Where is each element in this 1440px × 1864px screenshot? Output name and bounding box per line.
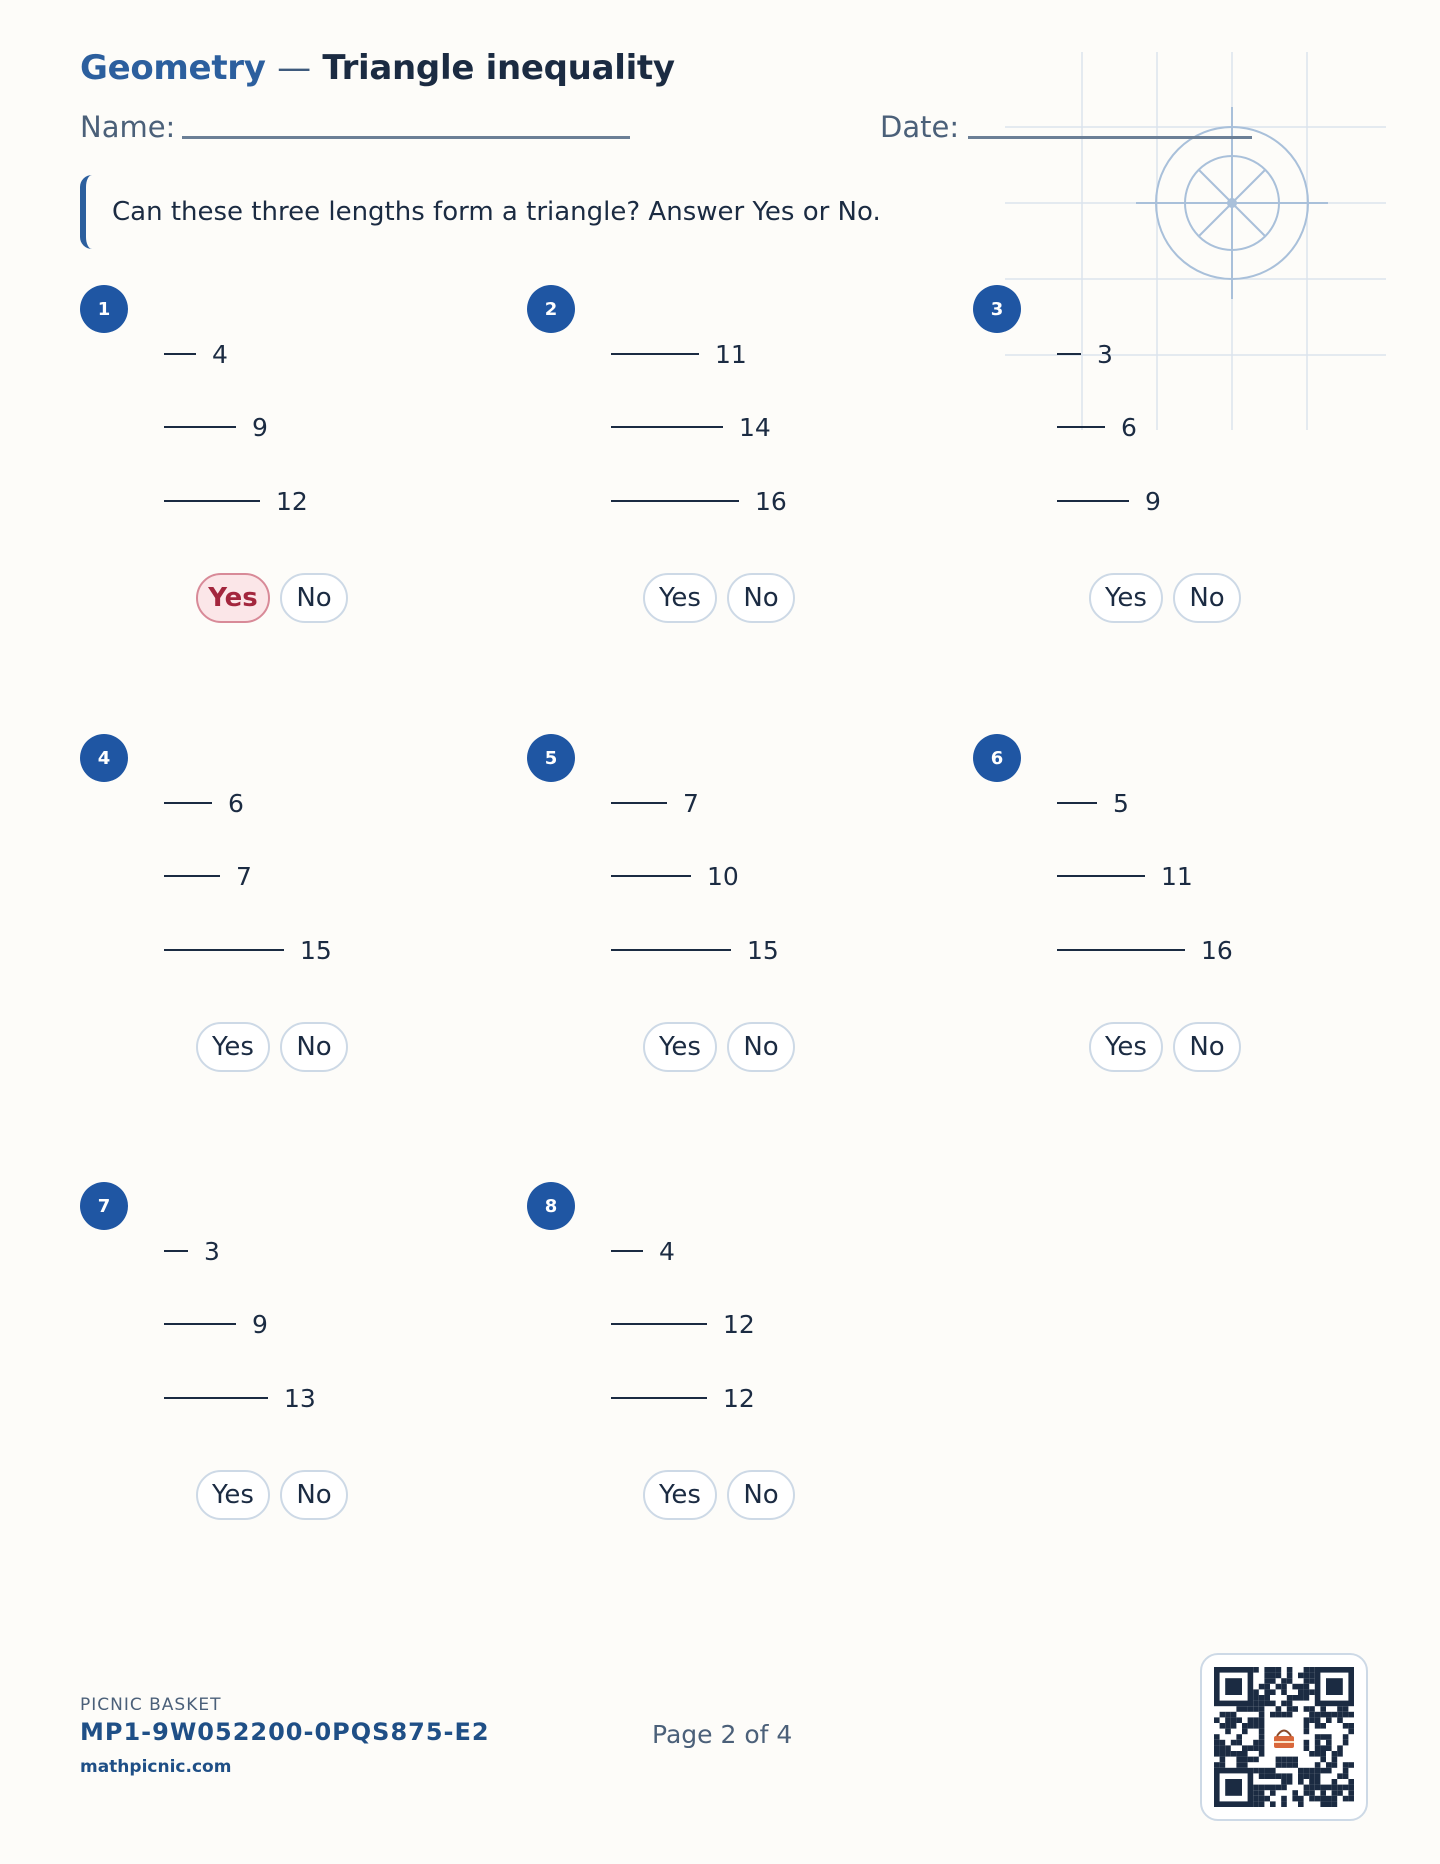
segment-length-label: 12 — [723, 1309, 755, 1339]
segment-line — [611, 353, 699, 355]
segment-line — [164, 802, 212, 804]
segment-line — [611, 1397, 707, 1399]
length-segment — [164, 859, 252, 893]
segment-length-label: 4 — [212, 339, 228, 369]
length-segment — [611, 933, 779, 967]
instruction-callout — [80, 175, 940, 249]
segment-line — [611, 500, 739, 502]
length-segment — [611, 786, 699, 820]
answer-no-button[interactable]: No — [280, 573, 348, 623]
segment-length-label: 9 — [252, 1309, 268, 1339]
segment-length-label: 13 — [284, 1383, 316, 1413]
problem-card — [527, 1182, 927, 1542]
length-segment — [164, 1381, 316, 1415]
segment-length-label: 15 — [747, 935, 779, 965]
date-label: Date: — [880, 110, 960, 144]
segment-line — [1057, 949, 1185, 951]
answer-yes-button[interactable]: Yes — [196, 573, 270, 623]
worksheet-code: MP1-9W052200-0PQS875-E2 — [80, 1718, 490, 1746]
problem-card — [973, 285, 1373, 645]
problem-card — [80, 285, 480, 645]
segment-length-label: 15 — [300, 935, 332, 965]
length-segment — [164, 410, 268, 444]
segment-line — [611, 426, 723, 428]
answer-no-button[interactable]: No — [1173, 1022, 1241, 1072]
length-segment — [611, 1234, 675, 1268]
length-segment — [164, 1307, 268, 1341]
length-segment — [611, 1381, 755, 1415]
problem-card — [527, 734, 927, 1094]
segment-length-label: 3 — [1097, 339, 1113, 369]
date-field[interactable] — [968, 136, 1252, 139]
segment-line — [1057, 802, 1097, 804]
problem-number-badge: 6 — [973, 734, 1021, 782]
segment-line — [164, 353, 196, 355]
segment-line — [611, 875, 691, 877]
subject-label: Geometry — [80, 48, 266, 88]
segment-line — [164, 949, 284, 951]
problem-number-badge: 8 — [527, 1182, 575, 1230]
length-segment — [164, 484, 308, 518]
length-segment — [164, 1234, 220, 1268]
segment-line — [1057, 426, 1105, 428]
length-segment — [611, 859, 739, 893]
answer-yes-button[interactable]: Yes — [1089, 573, 1163, 623]
title-separator: — — [277, 48, 311, 88]
qr-code-icon — [1214, 1667, 1354, 1807]
answer-yes-button[interactable]: Yes — [196, 1470, 270, 1520]
problem-number-badge: 1 — [80, 285, 128, 333]
answer-yes-button[interactable]: Yes — [1089, 1022, 1163, 1072]
basket-icon — [1274, 1731, 1294, 1749]
answer-no-button[interactable]: No — [1173, 573, 1241, 623]
length-segment — [611, 484, 787, 518]
segment-line — [164, 500, 260, 502]
answer-yes-button[interactable]: Yes — [643, 1470, 717, 1520]
segment-length-label: 11 — [1161, 861, 1193, 891]
segment-length-label: 9 — [1145, 486, 1161, 516]
segment-line — [611, 1250, 643, 1252]
answer-no-button[interactable]: No — [280, 1022, 348, 1072]
segment-line — [164, 1250, 188, 1252]
segment-line — [164, 1397, 268, 1399]
segment-line — [164, 426, 236, 428]
segment-line — [1057, 353, 1081, 355]
segment-line — [164, 875, 220, 877]
length-segment — [1057, 786, 1129, 820]
problem-card — [80, 734, 480, 1094]
segment-length-label: 6 — [228, 788, 244, 818]
segment-length-label: 16 — [755, 486, 787, 516]
topic-label: Triangle inequality — [322, 48, 675, 88]
page-number: Page 2 of 4 — [652, 1720, 793, 1749]
problem-card — [527, 285, 927, 645]
name-field[interactable] — [182, 136, 630, 139]
length-segment — [611, 410, 771, 444]
segment-length-label: 14 — [739, 412, 771, 442]
problem-number-badge: 3 — [973, 285, 1021, 333]
length-segment — [1057, 484, 1161, 518]
answer-no-button[interactable]: No — [727, 573, 795, 623]
segment-line — [611, 949, 731, 951]
answer-no-button[interactable]: No — [727, 1022, 795, 1072]
instruction-text: Can these three lengths form a triangle? Answer Yes or No. — [112, 197, 881, 227]
segment-length-label: 6 — [1121, 412, 1137, 442]
name-label: Name: — [80, 110, 176, 144]
problem-number-badge: 7 — [80, 1182, 128, 1230]
segment-length-label: 7 — [236, 861, 252, 891]
length-segment — [1057, 410, 1137, 444]
segment-length-label: 5 — [1113, 788, 1129, 818]
length-segment — [164, 933, 332, 967]
segment-length-label: 11 — [715, 339, 747, 369]
problem-card — [973, 734, 1373, 1094]
length-segment — [164, 337, 228, 371]
segment-length-label: 7 — [683, 788, 699, 818]
length-segment — [611, 1307, 755, 1341]
length-segment — [1057, 933, 1233, 967]
length-segment — [164, 786, 244, 820]
length-segment — [1057, 337, 1113, 371]
segment-line — [1057, 875, 1145, 877]
segment-line — [611, 1323, 707, 1325]
problem-number-badge: 5 — [527, 734, 575, 782]
segment-length-label: 9 — [252, 412, 268, 442]
segment-length-label: 12 — [276, 486, 308, 516]
length-segment — [611, 337, 747, 371]
qr-code[interactable] — [1200, 1653, 1368, 1821]
segment-length-label: 10 — [707, 861, 739, 891]
segment-line — [611, 802, 667, 804]
answer-no-button[interactable]: No — [727, 1470, 795, 1520]
worksheet-title — [80, 48, 675, 88]
length-segment — [1057, 859, 1193, 893]
problem-number-badge: 2 — [527, 285, 575, 333]
answer-yes-button[interactable]: Yes — [196, 1022, 270, 1072]
segment-length-label: 16 — [1201, 935, 1233, 965]
segment-line — [164, 1323, 236, 1325]
segment-length-label: 3 — [204, 1236, 220, 1266]
site-link[interactable]: mathpicnic.com — [80, 1757, 232, 1777]
segment-length-label: 12 — [723, 1383, 755, 1413]
answer-yes-button[interactable]: Yes — [643, 573, 717, 623]
answer-no-button[interactable]: No — [280, 1470, 348, 1520]
answer-yes-button[interactable]: Yes — [643, 1022, 717, 1072]
brand-label: PICNIC BASKET — [80, 1695, 222, 1715]
segment-length-label: 4 — [659, 1236, 675, 1266]
segment-line — [1057, 500, 1129, 502]
problem-number-badge: 4 — [80, 734, 128, 782]
problem-card — [80, 1182, 480, 1542]
